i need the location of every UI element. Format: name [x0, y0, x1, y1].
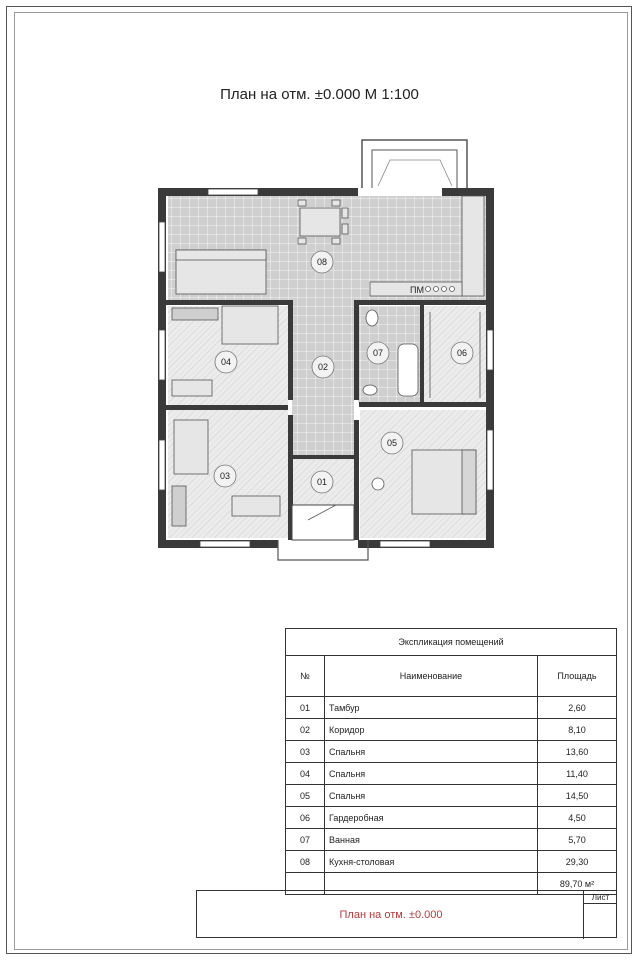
table-row: 08 Кухня-столовая 29,30	[286, 851, 617, 873]
room-marker-02	[312, 356, 334, 378]
table-row: 07 Ванная 5,70	[286, 829, 617, 851]
room-marker-07	[367, 342, 389, 364]
plan-title: План на отм. ±0.000 М 1:100	[220, 86, 419, 103]
svg-text:03: 03	[219, 471, 231, 481]
svg-text:04: 04	[220, 357, 232, 367]
header-num: №	[286, 656, 325, 697]
table-row: 05 Спальня 14,50	[286, 785, 617, 807]
room-marker-08	[311, 251, 333, 273]
sheet-cell	[583, 891, 616, 939]
room-marker-05	[381, 432, 403, 454]
table-row: 06 Гардеробная 4,50	[286, 807, 617, 829]
svg-text:06: 06	[456, 348, 468, 358]
room-marker-03	[214, 465, 236, 487]
svg-text:01: 01	[316, 477, 328, 487]
pm-label: ПМ	[410, 285, 424, 295]
table-row: 01 Тамбур 2,60	[286, 697, 617, 719]
table-row: 03 Спальня 13,60	[286, 741, 617, 763]
title-block-text: План на отм. ±0.000	[339, 909, 443, 921]
svg-text:05: 05	[386, 438, 398, 448]
table-row: 02 Коридор 8,10	[286, 719, 617, 741]
room-marker-01	[311, 471, 333, 493]
svg-text:08: 08	[316, 257, 328, 267]
balcony-top	[362, 140, 467, 188]
title-block	[196, 890, 617, 938]
room-explication-table	[285, 628, 617, 895]
table-row: 04 Спальня 11,40	[286, 763, 617, 785]
table-caption: Экспликация помещений	[286, 629, 617, 656]
sheet-label: Лист	[591, 893, 610, 902]
room-marker-04	[215, 351, 237, 373]
svg-text:07: 07	[372, 348, 384, 358]
header-name: Наименование	[325, 656, 538, 697]
total-area: 89,70 м²	[538, 873, 617, 895]
header-area: Площадь	[538, 656, 617, 697]
room-marker-06	[451, 342, 473, 364]
svg-text:02: 02	[317, 362, 329, 372]
entrance-porch	[278, 505, 368, 560]
